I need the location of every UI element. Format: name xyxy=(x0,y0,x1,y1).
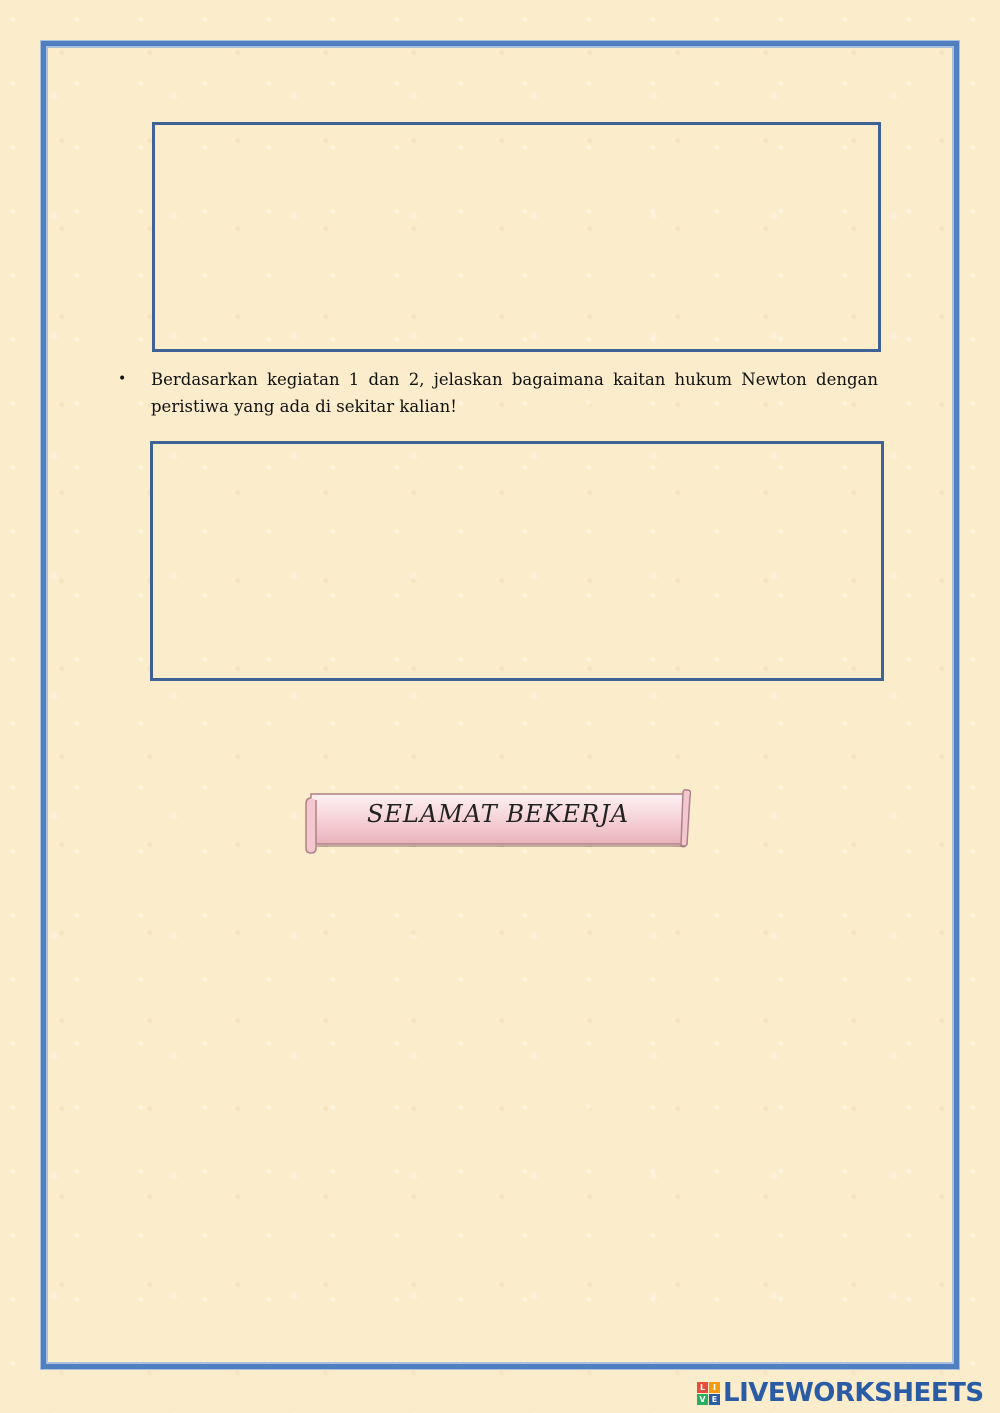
brand-name: LIVEWORKSHEETS xyxy=(723,1378,984,1408)
answer-box-previous[interactable] xyxy=(152,122,881,352)
banner-text: SELAMAT BEKERJA xyxy=(366,800,630,828)
scroll-banner xyxy=(305,786,691,854)
bullet-icon: • xyxy=(118,371,127,387)
logo-grid-icon xyxy=(697,1382,720,1405)
answer-box-newton[interactable] xyxy=(150,441,884,681)
question-text: Berdasarkan kegiatan 1 dan 2, jelaskan bagaimana kaitan hukum Newton dengan peristiwa yang ada di sekitar kalian! xyxy=(151,370,878,416)
logo-cell: V xyxy=(697,1394,708,1405)
question-item xyxy=(118,366,878,420)
logo-cell: I xyxy=(709,1382,720,1393)
liveworksheets-logo xyxy=(697,1376,984,1410)
logo-cell: L xyxy=(697,1382,708,1393)
logo-cell: E xyxy=(709,1394,720,1405)
